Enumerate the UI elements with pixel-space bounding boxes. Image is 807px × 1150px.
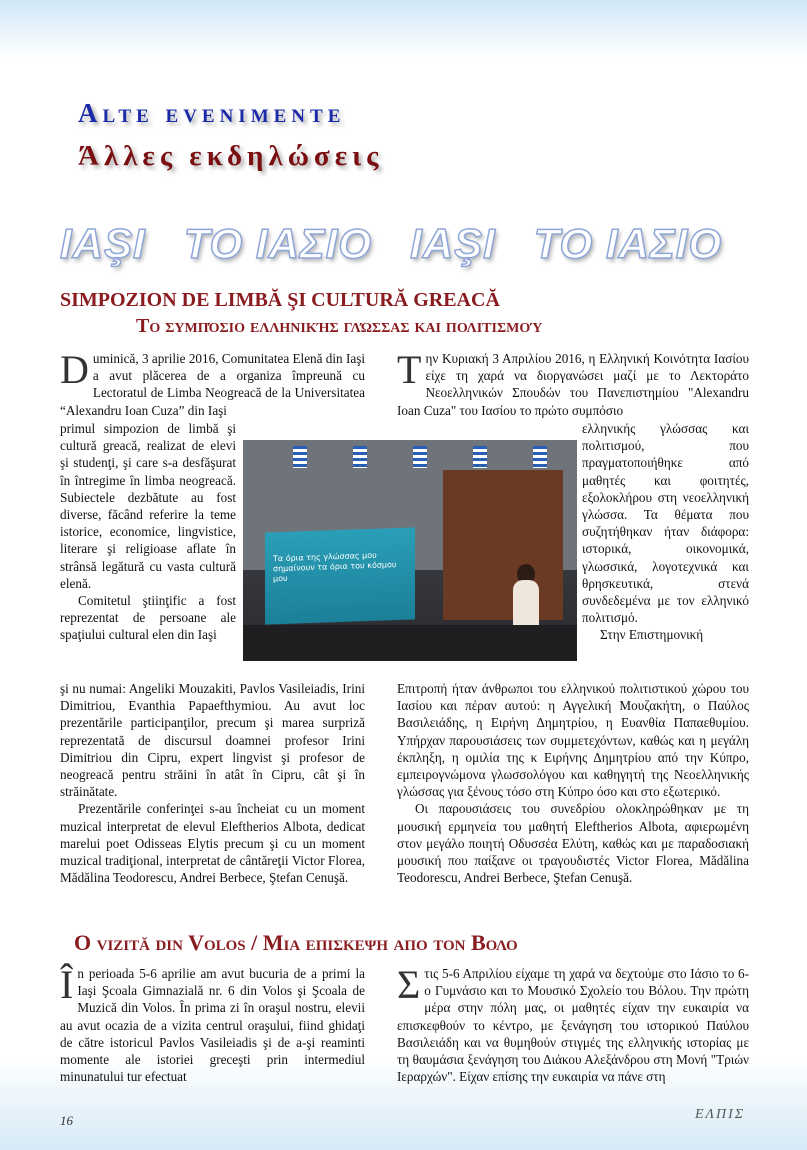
magazine-name: ΕΛΠΙΣ	[695, 1107, 746, 1122]
dropcap: Î	[60, 962, 74, 1007]
paragraph-text: ελληνικής γλώσσας και πολιτισμού, που πραγματοποιήθηκε από μαθητές και φοιτητές, εξολοκλήρου στη νεοελληνική γλώσσα. Τα θέματα που συζητήθηκαν ήταν διάφορα: ιστορικά, οικονομικά, γλωσσικά, λογοτεχνικά και θρησκευτικά, στενά συνδεδεμένα με τον ελληνικό πολιτισμό.	[582, 421, 749, 626]
flag-icon	[533, 446, 547, 468]
symposium-gr-intro	[397, 347, 749, 419]
photo-cabinet	[443, 470, 563, 620]
page-number: 16	[60, 1113, 73, 1128]
dropcap: Σ	[397, 962, 421, 1007]
audience	[243, 625, 577, 661]
symposium-gr-lower	[397, 680, 749, 886]
paragraph-text: Comitetul ştiinţific a fost reprezentat de persoane ale spaţiului cultural elen din Iaşi	[60, 593, 236, 643]
visit-gr	[397, 962, 749, 1085]
symposium-photo	[243, 440, 577, 661]
paragraph-text: τις 5-6 Απριλίου είχαμε τη χαρά να δεχτούμε στο Ιάσιο το 6-ο Γυμνάσιο και το Μουσικό Σχολείο του Βόλου. Την πρώτη μέρα στην πόλη μας, οι μαθητές είχαν την ευκαιρία να επισκεφθούν το κέντρο, με ξενάγηση του ιστορικού Παύλου Βασιλειάδη και να θυμηθούν στιγμές της ελληνικής ιστορίας με τη θαυμάσια ξενάγηση του Διάκου Αλεξάνδρου στη Μονή "Τριών Ιεραρχών". Είχαν επίσης την ευκαιρία να πάνε στη	[397, 966, 749, 1085]
dropcap: Τ	[397, 347, 422, 392]
paragraph-text: uminică, 3 aprilie 2016, Comunitatea Elenă din Iaşi a avut plăcerea de a organiza împreună cu Lectoratul de Limba Neogreacă de la Universitatea “Alexandru Ioan Cuza” din Iaşi	[60, 351, 365, 418]
visit-ro	[60, 962, 365, 1085]
symposium-ro-intro	[60, 347, 365, 419]
symposium-ro-lower	[60, 680, 365, 886]
symposium-title-greek: Το συμπόσιο ελληνικής γλώσσας και πολιτισμού	[136, 315, 543, 337]
symposium-title-romanian: SIMPOZION DE LIMBĂ ŞI CULTURĂ GREACĂ	[60, 289, 500, 311]
paragraph-text: Στην Επιστημονική	[600, 627, 704, 643]
projection-screen	[265, 527, 415, 624]
flag-icon	[353, 446, 367, 468]
paragraph-text: ην Κυριακή 3 Απριλίου 2016, η Ελληνική Κοινότητα Ιασίου είχε τη χαρά να διοργανώσει μαζί με το Λεκτοράτο Νεοελληνικών Σπουδών του Πανεπιστημίου "Alexandru Ioan Cuza" του Ιασίου το πρώτο συμπόσιο	[397, 351, 749, 418]
paragraph-text: şi nu numai: Angeliki Mouzakiti, Pavlos Vasileiadis, Irini Dimitriou, Evanthia Papaefthymiou. Au avut loc prezentările participanţilor, precum şi marea surpriză reprezentată de discursul doamnei profesor Irini Dimitriou din Cipru, expert lingvist şi profesor de neogreacă pentru străini în atât în Cipru, cât şi în străinătate.	[60, 681, 365, 800]
section-title-romanian: Alte evenimente	[78, 98, 346, 128]
top-decorative-band	[0, 0, 807, 60]
slide-text: Τα όρια της γλώσσας μου σημαίνουν τα όρια του κόσμου μου	[273, 550, 397, 584]
symposium-gr-narrow	[582, 420, 749, 644]
paragraph-text: n perioada 5-6 aprilie am avut bucuria de a primi la Iaşi Şcoala Gimnazială nr. 6 din Volos şi Şcoala de Muzică din Volos. În prima zi în oraşul nostru, elevii au avut ocazia de a vizita centrul oraşului, fiind ghidaţi de către istoricul Pavlos Vasileiadis şi de a-şi reaminti momente ale istoriei greceşti prin intermediul minunatului tur efectuat	[60, 966, 365, 1085]
flag-icon	[293, 446, 307, 468]
paragraph-text: Επιτροπή ήταν άνθρωποι του ελληνικού πολιτιστικού χώρου του Ιασίου και πέραν αυτού: η Αγγελική Μουζακήτη, ο Παύλος Βασιλειάδης, η Ειρήνη Δημητρίου, η Ευανθία Παπαεθυμίου. Υπήρχαν παρουσιάσεις των συμμετεχόντων, καθώς και η μεγάλη έκπληξη, η ομιλία της κ Ειρήνης Δημητρίου από την Κύπρο, εμπειρογνώμονα γλωσσολόγου και καθηγητή της Νεοελληνικής γλώσσας για ξένους τόσο στη Κύπρο όσο και στο εξωτερικό.	[397, 681, 749, 800]
symposium-ro-narrow	[60, 420, 236, 644]
dropcap: D	[60, 347, 89, 392]
section-title-greek: Άλλες εκδηλώσεις	[78, 140, 384, 172]
city-banner: IAŞI TO IAΣIO IAŞI TO IAΣIO	[60, 220, 723, 267]
flag-icon	[473, 446, 487, 468]
flag-icon	[413, 446, 427, 468]
paragraph-text: Prezentările conferinţei s-au încheiat cu un moment muzical interpretat de elevul Eleftherios Albota, dedicat marelui poet Odisseas Elytis precum şi cu un moment muzical tradiţional, interpretat de cântăreţii Victor Florea, Mădălina Teodorescu, Andrei Berbece, Ştefan Cenuşă.	[60, 801, 365, 886]
paragraph-text: primul simpozion de limbă şi cultură greacă, realizat de elevi şi studenţi, şi care s-a desfăşurat în întregime în limba neogreacă. Subiectele dezbătute au fost diverse, făcând referire la teme istorice, economice, lingvistice, literare şi religioase aflate în strânsă legătură cu vasta cultură elenă.	[60, 421, 236, 591]
visit-title: O vizită din Volos / Μια επισκεψη απο τον Βολο	[74, 930, 518, 955]
paragraph-text: Οι παρουσιάσεις του συνεδρίου ολοκληρώθηκαν με τη μουσική ερμηνεία του μαθητή Eleftherios Albota, αφιερωμένη στον μεγάλο ποιητή Οδυσσέα Ελύτη, καθώς και με παραδοσιακή μουσική που παίξανε οι τραγουδιστές Victor Florea, Mădălina Teodorescu, Andrei Berbece, Ştefan Cenuşă.	[397, 801, 749, 886]
